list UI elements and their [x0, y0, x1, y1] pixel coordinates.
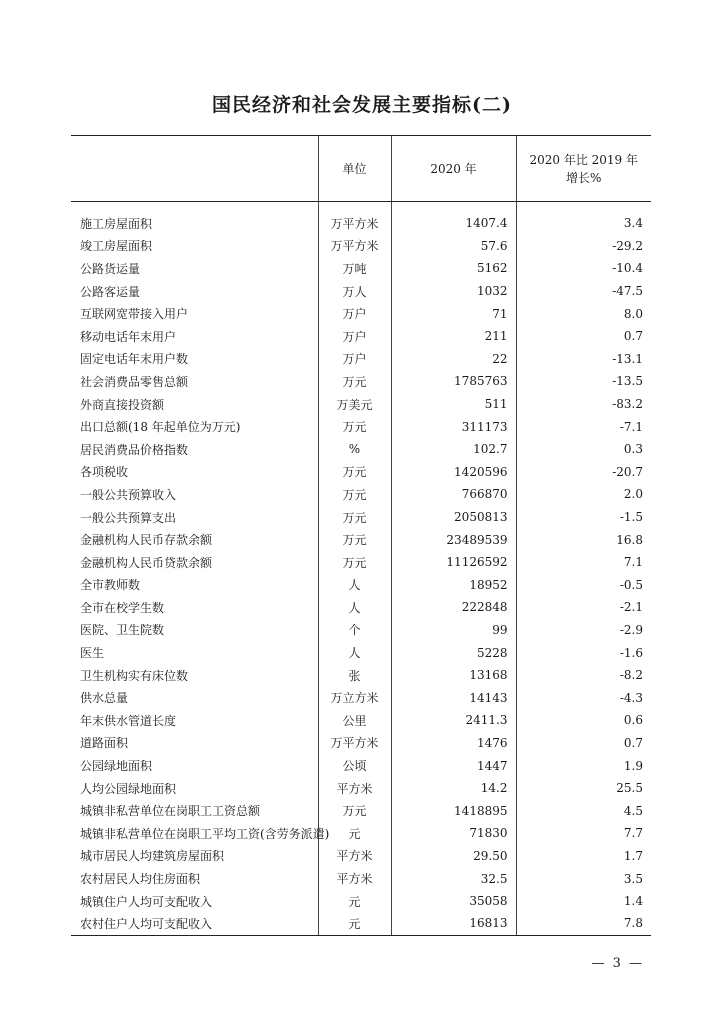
table-row: [71, 348, 651, 371]
table-row: [71, 325, 651, 348]
indicator-growth: -20.7: [516, 461, 651, 484]
table-row: [71, 619, 651, 642]
table-row: [71, 845, 651, 868]
indicator-value-2020: 222848: [391, 596, 516, 619]
indicator-unit: 平方米: [318, 777, 391, 800]
indicator-growth: 8.0: [516, 302, 651, 325]
indicator-unit: 公顷: [318, 754, 391, 777]
indicator-unit: 平方米: [318, 867, 391, 890]
indicator-name: 一般公共预算收入: [80, 487, 177, 502]
indicator-growth: 7.1: [516, 551, 651, 574]
indicator-name: 公路客运量: [80, 284, 141, 299]
header-growth-line1: 2020 年比 2019 年: [529, 152, 639, 167]
indicator-value-2020: 1418895: [391, 799, 516, 822]
table-row: [71, 641, 651, 664]
indicator-value-2020: 13168: [391, 664, 516, 687]
indicator-value-2020: 11126592: [391, 551, 516, 574]
indicator-value-2020: 14143: [391, 686, 516, 709]
indicator-unit: 元: [318, 822, 391, 845]
indicator-growth: 7.8: [516, 912, 651, 935]
indicator-growth: 1.9: [516, 754, 651, 777]
indicator-growth: 25.5: [516, 777, 651, 800]
indicator-growth: -8.2: [516, 664, 651, 687]
indicator-unit: 万元: [318, 415, 391, 438]
indicator-unit: 万元: [318, 551, 391, 574]
indicator-value-2020: 1447: [391, 754, 516, 777]
indicator-value-2020: 32.5: [391, 867, 516, 890]
indicator-name: 移动电话年末用户: [80, 329, 177, 344]
table-row: [71, 709, 651, 732]
indicator-value-2020: 211: [391, 325, 516, 348]
table-row: [71, 822, 651, 845]
indicator-value-2020: 71: [391, 302, 516, 325]
indicator-growth: -0.5: [516, 574, 651, 597]
indicator-value-2020: 511: [391, 393, 516, 416]
indicator-unit: 公里: [318, 709, 391, 732]
indicator-growth: -83.2: [516, 393, 651, 416]
indicator-value-2020: 1032: [391, 280, 516, 303]
table-row: [71, 732, 651, 755]
indicator-growth: 1.4: [516, 890, 651, 913]
header-indicator: [71, 136, 318, 202]
indicator-unit: 万美元: [318, 393, 391, 416]
indicator-value-2020: 1407.4: [391, 202, 516, 235]
indicator-growth: 0.6: [516, 709, 651, 732]
indicator-value-2020: 102.7: [391, 438, 516, 461]
indicator-name: 全市在校学生数: [80, 600, 165, 615]
table-row: [71, 235, 651, 258]
indicator-name: 卫生机构实有床位数: [80, 668, 189, 683]
indicator-growth: 2.0: [516, 483, 651, 506]
indicator-unit: 万平方米: [318, 202, 391, 235]
indicator-value-2020: 766870: [391, 483, 516, 506]
indicator-unit: 万人: [318, 280, 391, 303]
indicator-value-2020: 14.2: [391, 777, 516, 800]
table-row: [71, 393, 651, 416]
indicator-name: 道路面积: [80, 736, 129, 751]
table-body: [71, 202, 651, 936]
indicator-unit: 元: [318, 890, 391, 913]
indicator-name: 全市教师数: [80, 578, 141, 593]
indicator-growth: 1.7: [516, 845, 651, 868]
indicator-unit: 个: [318, 619, 391, 642]
indicator-name: 医院、卫生院数: [80, 623, 165, 638]
header-unit: 单位: [318, 136, 391, 202]
table-row: [71, 483, 651, 506]
indicator-growth: -1.6: [516, 641, 651, 664]
table-header-row: [71, 136, 651, 202]
indicator-unit: 万元: [318, 370, 391, 393]
indicator-value-2020: 2411.3: [391, 709, 516, 732]
indicator-growth: 7.7: [516, 822, 651, 845]
indicator-name: 农村住户人均可支配收入: [71, 912, 318, 935]
indicator-unit: 平方米: [318, 845, 391, 868]
indicator-growth: 16.8: [516, 528, 651, 551]
table-row: [71, 596, 651, 619]
indicator-name: 供水总量: [80, 691, 129, 706]
indicator-unit: 人: [318, 596, 391, 619]
indicator-unit: 人: [318, 574, 391, 597]
table-row: [71, 302, 651, 325]
indicator-name: 外商直接投资额: [80, 397, 165, 412]
indicator-value-2020: 5162: [391, 257, 516, 280]
indicator-name: 农村居民人均住房面积: [80, 872, 201, 887]
indicator-growth: -2.9: [516, 619, 651, 642]
indicator-growth: 3.4: [516, 202, 651, 235]
indicator-value-2020: 35058: [391, 890, 516, 913]
indicator-unit: 万元: [318, 461, 391, 484]
indicator-value-2020: 5228: [391, 641, 516, 664]
table-row: [71, 890, 651, 913]
table-row: [71, 528, 651, 551]
indicator-name: 医生: [80, 646, 105, 661]
table-row: [71, 257, 651, 280]
indicator-unit: 万平方米: [318, 732, 391, 755]
table-row: [71, 867, 651, 890]
indicator-name: 城镇非私营单位在岗职工平均工资(含劳务派遣): [80, 826, 330, 841]
table-row: [71, 664, 651, 687]
indicator-growth: -2.1: [516, 596, 651, 619]
page-title: 国民经济和社会发展主要指标(二): [212, 94, 512, 116]
indicator-name: 年末供水管道长度: [80, 713, 177, 728]
table-row: [71, 777, 651, 800]
indicator-value-2020: 1476: [391, 732, 516, 755]
indicator-value-2020: 18952: [391, 574, 516, 597]
indicator-name: 人均公园绿地面积: [80, 781, 177, 796]
indicator-value-2020: 71830: [391, 822, 516, 845]
indicator-name: 出口总额(18 年起单位为万元): [80, 420, 241, 435]
table-row: [71, 280, 651, 303]
indicator-unit: 万吨: [318, 257, 391, 280]
indicator-growth: -47.5: [516, 280, 651, 303]
indicator-unit: 人: [318, 641, 391, 664]
indicator-value-2020: 311173: [391, 415, 516, 438]
table-row: [71, 551, 651, 574]
indicator-value-2020: 23489539: [391, 528, 516, 551]
indicator-growth: -29.2: [516, 235, 651, 258]
indicator-name: 固定电话年末用户数: [80, 352, 189, 367]
header-year: 2020 年: [391, 136, 516, 202]
indicator-unit: %: [318, 438, 391, 461]
indicator-unit: 万户: [318, 302, 391, 325]
indicator-growth: 3.5: [516, 867, 651, 890]
indicator-name: 各项税收: [80, 465, 129, 480]
indicator-growth: 0.7: [516, 732, 651, 755]
table-row: [71, 506, 651, 529]
table-row: [71, 912, 651, 935]
indicator-name: 城镇住户人均可支配收入: [80, 894, 213, 909]
indicator-unit: 万户: [318, 348, 391, 371]
table-row: [71, 574, 651, 597]
indicator-name: 公园绿地面积: [80, 759, 153, 774]
indicator-value-2020: 22: [391, 348, 516, 371]
indicator-name: 社会消费品零售总额: [80, 374, 189, 389]
header-growth: [516, 136, 651, 202]
indicator-name: 一般公共预算支出: [80, 510, 177, 525]
indicator-name: 施工房屋面积: [80, 216, 153, 231]
table-row: [71, 370, 651, 393]
table-row: [71, 461, 651, 484]
indicator-growth: -7.1: [516, 415, 651, 438]
indicator-value-2020: 99: [391, 619, 516, 642]
indicator-name: 居民消费品价格指数: [80, 442, 189, 457]
indicator-value-2020: 57.6: [391, 235, 516, 258]
table-row: [71, 438, 651, 461]
indicator-unit: 张: [318, 664, 391, 687]
table-row: [71, 415, 651, 438]
indicator-growth: -13.5: [516, 370, 651, 393]
indicator-unit: 万元: [318, 799, 391, 822]
table-row: [71, 202, 651, 235]
indicator-growth: -10.4: [516, 257, 651, 280]
indicator-name: 竣工房屋面积: [80, 239, 153, 254]
indicator-unit: 万立方米: [318, 686, 391, 709]
indicator-name: 金融机构人民币贷款余额: [80, 555, 213, 570]
indicator-unit: 万元: [318, 528, 391, 551]
indicator-value-2020: 29.50: [391, 845, 516, 868]
indicator-value-2020: 2050813: [391, 506, 516, 529]
indicator-unit: 万元: [318, 506, 391, 529]
table-row: [71, 799, 651, 822]
page-number: — 3 —: [591, 956, 644, 971]
indicator-growth: -1.5: [516, 506, 651, 529]
indicator-name: 城镇非私营单位在岗职工工资总额: [80, 804, 261, 819]
indicator-name: 互联网宽带接入用户: [80, 307, 189, 322]
indicator-unit: 万平方米: [318, 235, 391, 258]
indicators-table: [71, 135, 651, 936]
indicator-unit: 万户: [318, 325, 391, 348]
indicator-growth: -13.1: [516, 348, 651, 371]
indicator-value-2020: 16813: [391, 912, 516, 935]
indicator-value-2020: 1420596: [391, 461, 516, 484]
indicator-unit: 万元: [318, 483, 391, 506]
indicator-value-2020: 1785763: [391, 370, 516, 393]
indicator-growth: 4.5: [516, 799, 651, 822]
header-growth-line2: 增长%: [566, 170, 602, 185]
indicator-growth: 0.3: [516, 438, 651, 461]
indicator-name: 公路货运量: [80, 261, 141, 276]
table-row: [71, 754, 651, 777]
indicator-name: 金融机构人民币存款余额: [80, 533, 213, 548]
indicator-name: 城市居民人均建筑房屋面积: [80, 849, 225, 864]
indicator-growth: -4.3: [516, 686, 651, 709]
indicator-unit: 元: [318, 912, 391, 935]
indicator-growth: 0.7: [516, 325, 651, 348]
table-row: [71, 686, 651, 709]
